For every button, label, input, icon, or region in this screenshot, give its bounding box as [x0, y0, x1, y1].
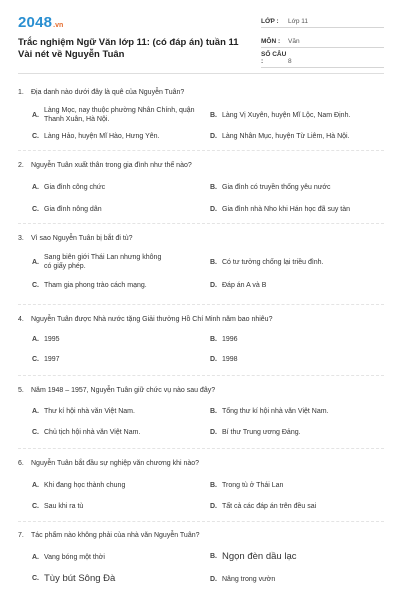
meta-label: LỚP :	[261, 18, 279, 25]
meta-label: MÔN :	[261, 38, 281, 45]
meta-row-count	[261, 51, 384, 68]
option-letter: D.	[210, 503, 217, 510]
answer-option[interactable]	[32, 281, 206, 290]
answer-option[interactable]	[32, 573, 206, 585]
question-header	[18, 315, 384, 324]
option-text: Làng Nhân Mục, huyện Từ Liêm, Hà Nội.	[222, 133, 350, 140]
question-header	[18, 234, 384, 243]
option-letter: A.	[32, 408, 39, 415]
option-letter: A.	[32, 482, 39, 489]
question-text: Nguyễn Tuân bắt đầu sự nghiệp văn chương khi nào?	[31, 460, 200, 467]
answer-option[interactable]	[210, 355, 384, 364]
question-number: 1.	[18, 89, 24, 96]
meta-info	[261, 14, 384, 73]
answer-option[interactable]	[32, 183, 206, 192]
option-letter: B.	[210, 553, 217, 560]
option-text: 1997	[44, 356, 60, 363]
option-letter: A.	[32, 336, 39, 343]
option-letter: B.	[210, 408, 217, 415]
meta-value: 8	[288, 58, 292, 65]
question-header	[18, 531, 384, 540]
question-text: Nguyễn Tuân được Nhà nước tặng Giải thưởng Hồ Chí Minh năm bao nhiêu?	[31, 316, 273, 323]
meta-label: SỐ CÂU :	[261, 51, 287, 65]
answer-options	[18, 407, 384, 437]
option-letter: C.	[32, 133, 39, 140]
answer-options	[18, 183, 384, 214]
question-text: Năm 1948 – 1957, Nguyễn Tuân giữ chức vụ nào sau đây?	[31, 387, 216, 394]
answer-option[interactable]	[32, 502, 206, 511]
option-text: Gia đình công chức	[44, 184, 106, 191]
question-item	[18, 376, 384, 448]
answer-option[interactable]	[32, 251, 206, 273]
question-header	[18, 386, 384, 395]
option-text: Sang biên giới Thái Lan nhưng không có giấy phép.	[44, 254, 162, 270]
answer-options	[18, 251, 384, 290]
question-header	[18, 88, 384, 97]
option-text: Đáp án A và B	[222, 282, 267, 289]
option-text: Chủ tịch hội nhà văn Việt Nam.	[44, 429, 141, 436]
option-letter: C.	[32, 429, 39, 436]
question-number: 6.	[18, 460, 24, 467]
option-text: Tất cả các đáp án trên đều sai	[222, 503, 317, 510]
answer-option[interactable]	[210, 551, 384, 563]
answer-option[interactable]	[32, 481, 206, 490]
question-text: Tác phẩm nào không phải của nhà văn Nguyễn Tuân?	[31, 532, 200, 539]
option-letter: C.	[32, 503, 39, 510]
option-letter: A.	[32, 258, 39, 266]
answer-option[interactable]	[210, 407, 384, 416]
option-letter: B.	[210, 111, 217, 119]
option-letter: A.	[32, 111, 39, 119]
page-title: Trắc nghiệm Ngữ Văn lớp 11: (có đáp án) tuần 11 Vài nét về Nguyễn Tuân	[18, 37, 239, 60]
answer-option[interactable]	[210, 573, 384, 585]
answer-option[interactable]	[210, 502, 384, 511]
meta-value: Văn	[288, 38, 300, 45]
option-text: Có tư tưởng chống lại triều đình.	[222, 258, 324, 266]
logo-main-text: 2048	[18, 14, 53, 31]
answer-option[interactable]	[32, 428, 206, 437]
option-letter: A.	[32, 553, 39, 561]
question-item	[18, 449, 384, 521]
answer-option[interactable]	[32, 355, 206, 364]
option-text: Bí thư Trung ương Đảng.	[222, 429, 301, 436]
meta-value: Lớp 11	[288, 18, 309, 25]
option-text: Làng Vị Xuyên, huyện Mĩ Lộc, Nam Định.	[222, 111, 351, 119]
answer-option[interactable]	[32, 132, 206, 141]
option-letter: C.	[32, 356, 39, 363]
question-number: 3.	[18, 235, 24, 242]
answer-options	[18, 481, 384, 511]
option-letter: D.	[210, 575, 217, 583]
answer-option[interactable]	[32, 335, 206, 344]
option-letter: B.	[210, 258, 217, 266]
question-list	[18, 74, 384, 592]
question-text: Địa danh nào dưới đây là quê của Nguyễn Tuân?	[31, 89, 185, 96]
question-number: 7.	[18, 532, 24, 539]
question-item	[18, 305, 384, 375]
answer-option[interactable]	[210, 183, 384, 192]
answer-option[interactable]	[210, 428, 384, 437]
option-letter: C.	[32, 206, 39, 213]
option-text: Gia đình có truyền thống yêu nước	[222, 184, 331, 191]
answer-option[interactable]	[210, 335, 384, 344]
option-text: 1996	[222, 336, 238, 343]
question-item	[18, 151, 384, 223]
option-text: Trong tù ở Thái Lan	[222, 482, 284, 489]
option-text: Ngọn đèn dầu lạc	[222, 551, 297, 562]
option-text: 1998	[222, 356, 238, 363]
option-text: Gia đình nông dân	[44, 206, 102, 213]
answer-option[interactable]	[210, 281, 384, 290]
answer-option[interactable]	[32, 205, 206, 214]
header-left	[18, 14, 243, 73]
page-header	[18, 0, 384, 74]
answer-options	[18, 335, 384, 364]
option-letter: D.	[210, 282, 217, 289]
meta-row-class	[261, 14, 384, 28]
answer-option[interactable]	[210, 481, 384, 490]
option-text: Thư kí hội nhà văn Việt Nam.	[44, 408, 135, 415]
option-text: Tham gia phong trào cách mạng.	[44, 282, 147, 289]
option-letter: A.	[32, 184, 39, 191]
option-letter: C.	[32, 282, 39, 289]
option-letter: D.	[210, 206, 217, 213]
question-number: 5.	[18, 387, 24, 394]
question-item	[18, 80, 384, 150]
option-letter: D.	[210, 429, 217, 436]
answer-option[interactable]	[210, 104, 384, 126]
option-text: Sau khi ra tù	[44, 503, 84, 510]
option-text: Làng Hảo, huyện Mĩ Hào, Hưng Yên.	[44, 133, 160, 140]
question-text: Nguyễn Tuân xuất thân trong gia đình như thế nào?	[31, 162, 192, 169]
option-text: Gia đình nhà Nho khi Hán học đã suy tàn	[222, 206, 351, 213]
question-header	[18, 161, 384, 170]
option-letter: B.	[210, 184, 217, 191]
option-text: Tổng thư kí hội nhà văn Việt Nam.	[222, 408, 329, 415]
question-item	[18, 522, 384, 592]
option-text: 1995	[44, 336, 60, 343]
answer-options	[18, 104, 384, 141]
meta-row-subject	[261, 34, 384, 48]
answer-option[interactable]	[210, 132, 384, 141]
option-letter: B.	[210, 482, 217, 489]
option-text: Tùy bút Sông Đà	[44, 573, 116, 584]
answer-option[interactable]	[210, 205, 384, 214]
answer-option[interactable]	[32, 407, 206, 416]
site-logo[interactable]	[18, 14, 243, 30]
question-item	[18, 224, 384, 304]
answer-option[interactable]	[32, 104, 206, 126]
question-number: 4.	[18, 316, 24, 323]
option-letter: D.	[210, 133, 217, 140]
option-text: Nâng trong vườn	[222, 575, 276, 583]
option-text: Khi đang học thành chung	[44, 482, 126, 489]
option-letter: D.	[210, 356, 217, 363]
question-header	[18, 459, 384, 468]
answer-option[interactable]	[32, 551, 206, 563]
question-text: Vì sao Nguyễn Tuân bị bắt đi tù?	[31, 235, 133, 242]
answer-option[interactable]	[210, 251, 384, 273]
answer-options	[18, 551, 384, 585]
option-letter: B.	[210, 336, 217, 343]
logo-domain-text: .vn	[53, 22, 64, 29]
option-text: Làng Mọc, nay thuộc phường Nhân Chính, quận Thanh Xuân, Hà Nội.	[44, 107, 195, 123]
option-text: Vang bóng một thời	[44, 553, 105, 561]
option-letter: C.	[32, 575, 39, 582]
question-number: 2.	[18, 162, 24, 169]
